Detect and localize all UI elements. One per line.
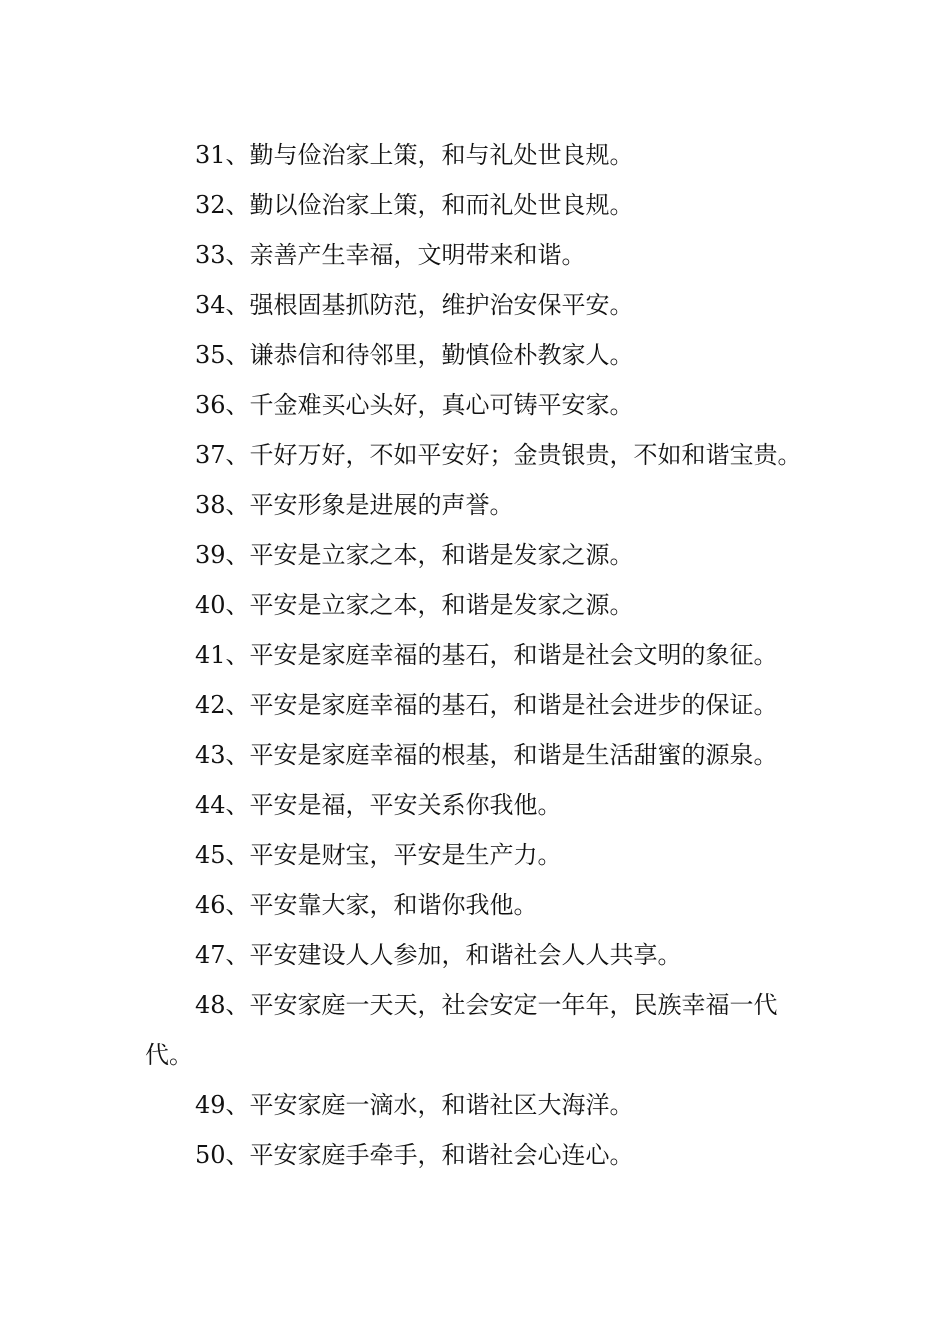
paragraph-32: 32、勤以俭治家上策，和而礼处世良规。: [195, 191, 634, 219]
paragraph-37: 37、千好万好，不如平安好；金贵银贵，不如和谐宝贵。: [195, 441, 802, 469]
paragraph-40: 40、平安是立家之本，和谐是发家之源。: [195, 591, 634, 619]
paragraph-33: 33、亲善产生幸福，文明带来和谐。: [195, 241, 586, 269]
paragraph-39: 39、平安是立家之本，和谐是发家之源。: [195, 541, 634, 569]
paragraph-41: 41、平安是家庭幸福的基石，和谐是社会文明的象征。: [195, 641, 778, 669]
paragraph-50: 50、平安家庭手牵手，和谐社会心连心。: [195, 1141, 634, 1169]
paragraph-44: 44、平安是福，平安关系你我他。: [195, 791, 562, 819]
paragraph-35: 35、谦恭信和待邻里，勤慎俭朴教家人。: [195, 341, 634, 369]
paragraph-45: 45、平安是财宝，平安是生产力。: [195, 841, 562, 869]
paragraph-31: 31、勤与俭治家上策，和与礼处世良规。: [195, 141, 634, 169]
paragraph-43: 43、平安是家庭幸福的根基，和谐是生活甜蜜的源泉。: [195, 741, 778, 769]
paragraph-46: 46、平安靠大家，和谐你我他。: [195, 891, 538, 919]
paragraph-48: 48、平安家庭一天天，社会安定一年年，民族幸福一代代。: [145, 991, 778, 1069]
paragraph-49: 49、平安家庭一滴水，和谐社区大海洋。: [195, 1091, 634, 1119]
document-body: [145, 130, 815, 1180]
paragraph-47: 47、平安建设人人参加，和谐社会人人共享。: [195, 941, 682, 969]
paragraph-38: 38、平安形象是进展的声誉。: [195, 491, 514, 519]
paragraph-42: 42、平安是家庭幸福的基石，和谐是社会进步的保证。: [195, 691, 778, 719]
paragraph-34: 34、强根固基抓防范，维护治安保平安。: [195, 291, 634, 319]
paragraph-36: 36、千金难买心头好，真心可铸平安家。: [195, 391, 634, 419]
